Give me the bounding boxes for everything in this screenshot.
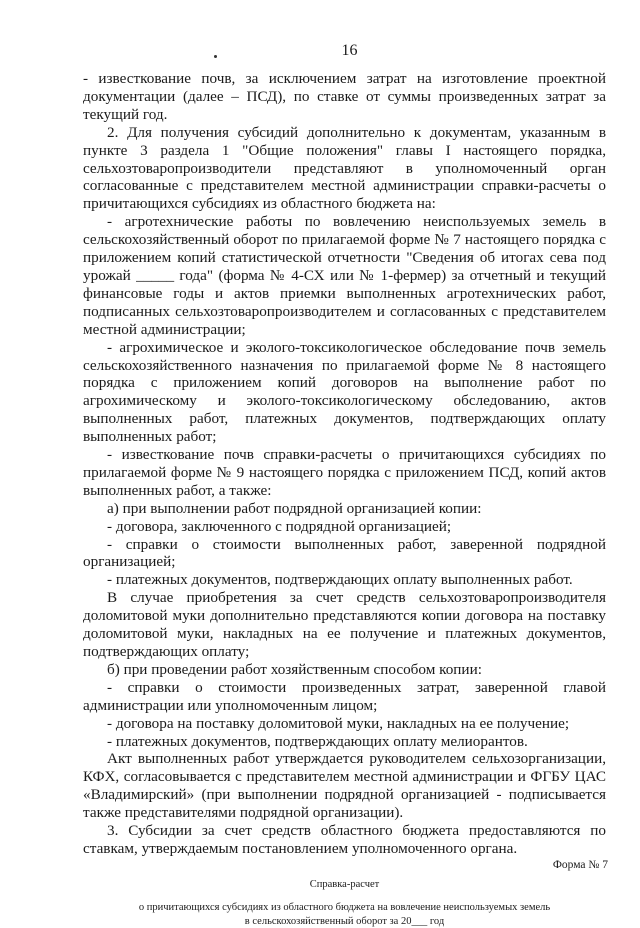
page-number: 16 bbox=[341, 42, 358, 59]
document-body bbox=[83, 70, 606, 858]
paragraph-cost-certificate: - справки о стоимости выполненных работ, заверенной подрядной организацией; bbox=[83, 535, 606, 571]
paragraph-contract: - договора, заключенного с подрядной организацией; bbox=[107, 517, 452, 535]
form-number-label: Форма № 7 bbox=[552, 858, 608, 871]
scan-speck bbox=[214, 55, 217, 58]
paragraph-agrotechnical-works: - агротехнические работы по вовлечению неиспользуемых земель в сельскохозяйственный оборот по прилагаемой форме № 7 настоящего порядка с приложением копий статистической отчетности "Сведения об итогах сева под урожай _____ года" (форма № 4-СХ или № 1-фермер) за отчетный и текущий финансовые годы и актов приемки выполненных агротехнических работ, подписанных сельхозтоваропроизводителем и согласованных с представителем местной администрации; bbox=[83, 213, 606, 338]
paragraph-subsidy-rates: 3. Субсидии за счет средств областного бюджета предоставляются по ставкам, утверждаемым постановлением уполномоченного органа. bbox=[83, 822, 606, 857]
paragraph-agrochemical-survey: - агрохимическое и эколого-токсикологическое обследование почв земель сельскохозяйственного назначения по прилагаемой форме № 8 настоящего порядка с приложением копий договоров на выполнение работ по агрохимическому и эколого-токсикологическому обследованию, актов выполненных работ, платежных документов, подтверждающих оплату выполненных работ; bbox=[83, 338, 606, 446]
form-subtitle-line-2: в сельскохозяйственный оборот за 20___ год bbox=[244, 915, 445, 927]
paragraph-ameliorant-payments: - платежных документов, подтверждающих оплату мелиорантов. bbox=[107, 732, 528, 750]
paragraph-liming-calculations: - известкование почв справки-расчеты о причитающихся субсидиях по прилагаемой форме № 9 настоящего порядка с приложением ПСД, копий актов выполненных работ, а также: bbox=[83, 446, 606, 499]
paragraph-own-cost-certificate: - справки о стоимости произведенных затрат, заверенной главой администрации или уполномоченным лицом; bbox=[83, 678, 606, 714]
form-subtitle-line-1: о причитающихся субсидиях из областного бюджета на вовлечение неиспользуемых земель bbox=[138, 901, 551, 913]
paragraph-acceptance-act: Акт выполненных работ утверждается руководителем сельхозорганизации, КФХ, согласовывается с представителем местной администрации и ФГБУ ЦАС «Владимирский» (при выполнении подрядной организацией - подписывается также представителями подрядной организации). bbox=[83, 750, 606, 822]
form-title: Справка-расчет bbox=[309, 878, 380, 890]
paragraph-own-works-copies: б) при проведении работ хозяйственным способом копии: bbox=[107, 660, 482, 678]
paragraph-contractor-copies: а) при выполнении работ подрядной организацией копии: bbox=[107, 499, 482, 517]
paragraph-liming-exclusion: - известкование почв, за исключением затрат на изготовление проектной документации (далее – ПСД), по ставке от суммы произведенных затрат за текущий год. bbox=[83, 70, 606, 123]
paragraph-dolomite-purchase: В случае приобретения за счет средств сельхозтоваропроизводителя доломитовой муки дополнительно представляются копии договора на поставку доломитовой муки, накладных на ее получение и платежных документов, подтверждающих оплату; bbox=[83, 589, 606, 660]
paragraph-payment-documents: - платежных документов, подтверждающих оплату выполненных работ. bbox=[107, 571, 573, 589]
paragraph-subsidy-documents: 2. Для получения субсидий дополнительно к документам, указанным в пункте 3 раздела 1 "Общие положения" главы I настоящего порядка, сельхозтоваропроизводители представляют в уполномоченный орган согласованные с представителем местной администрации справки-расчеты о причитающихся субсидиях из областного бюджета на: bbox=[83, 123, 606, 213]
paragraph-dolomite-contract: - договора на поставку доломитовой муки, накладных на ее получение; bbox=[107, 714, 570, 732]
